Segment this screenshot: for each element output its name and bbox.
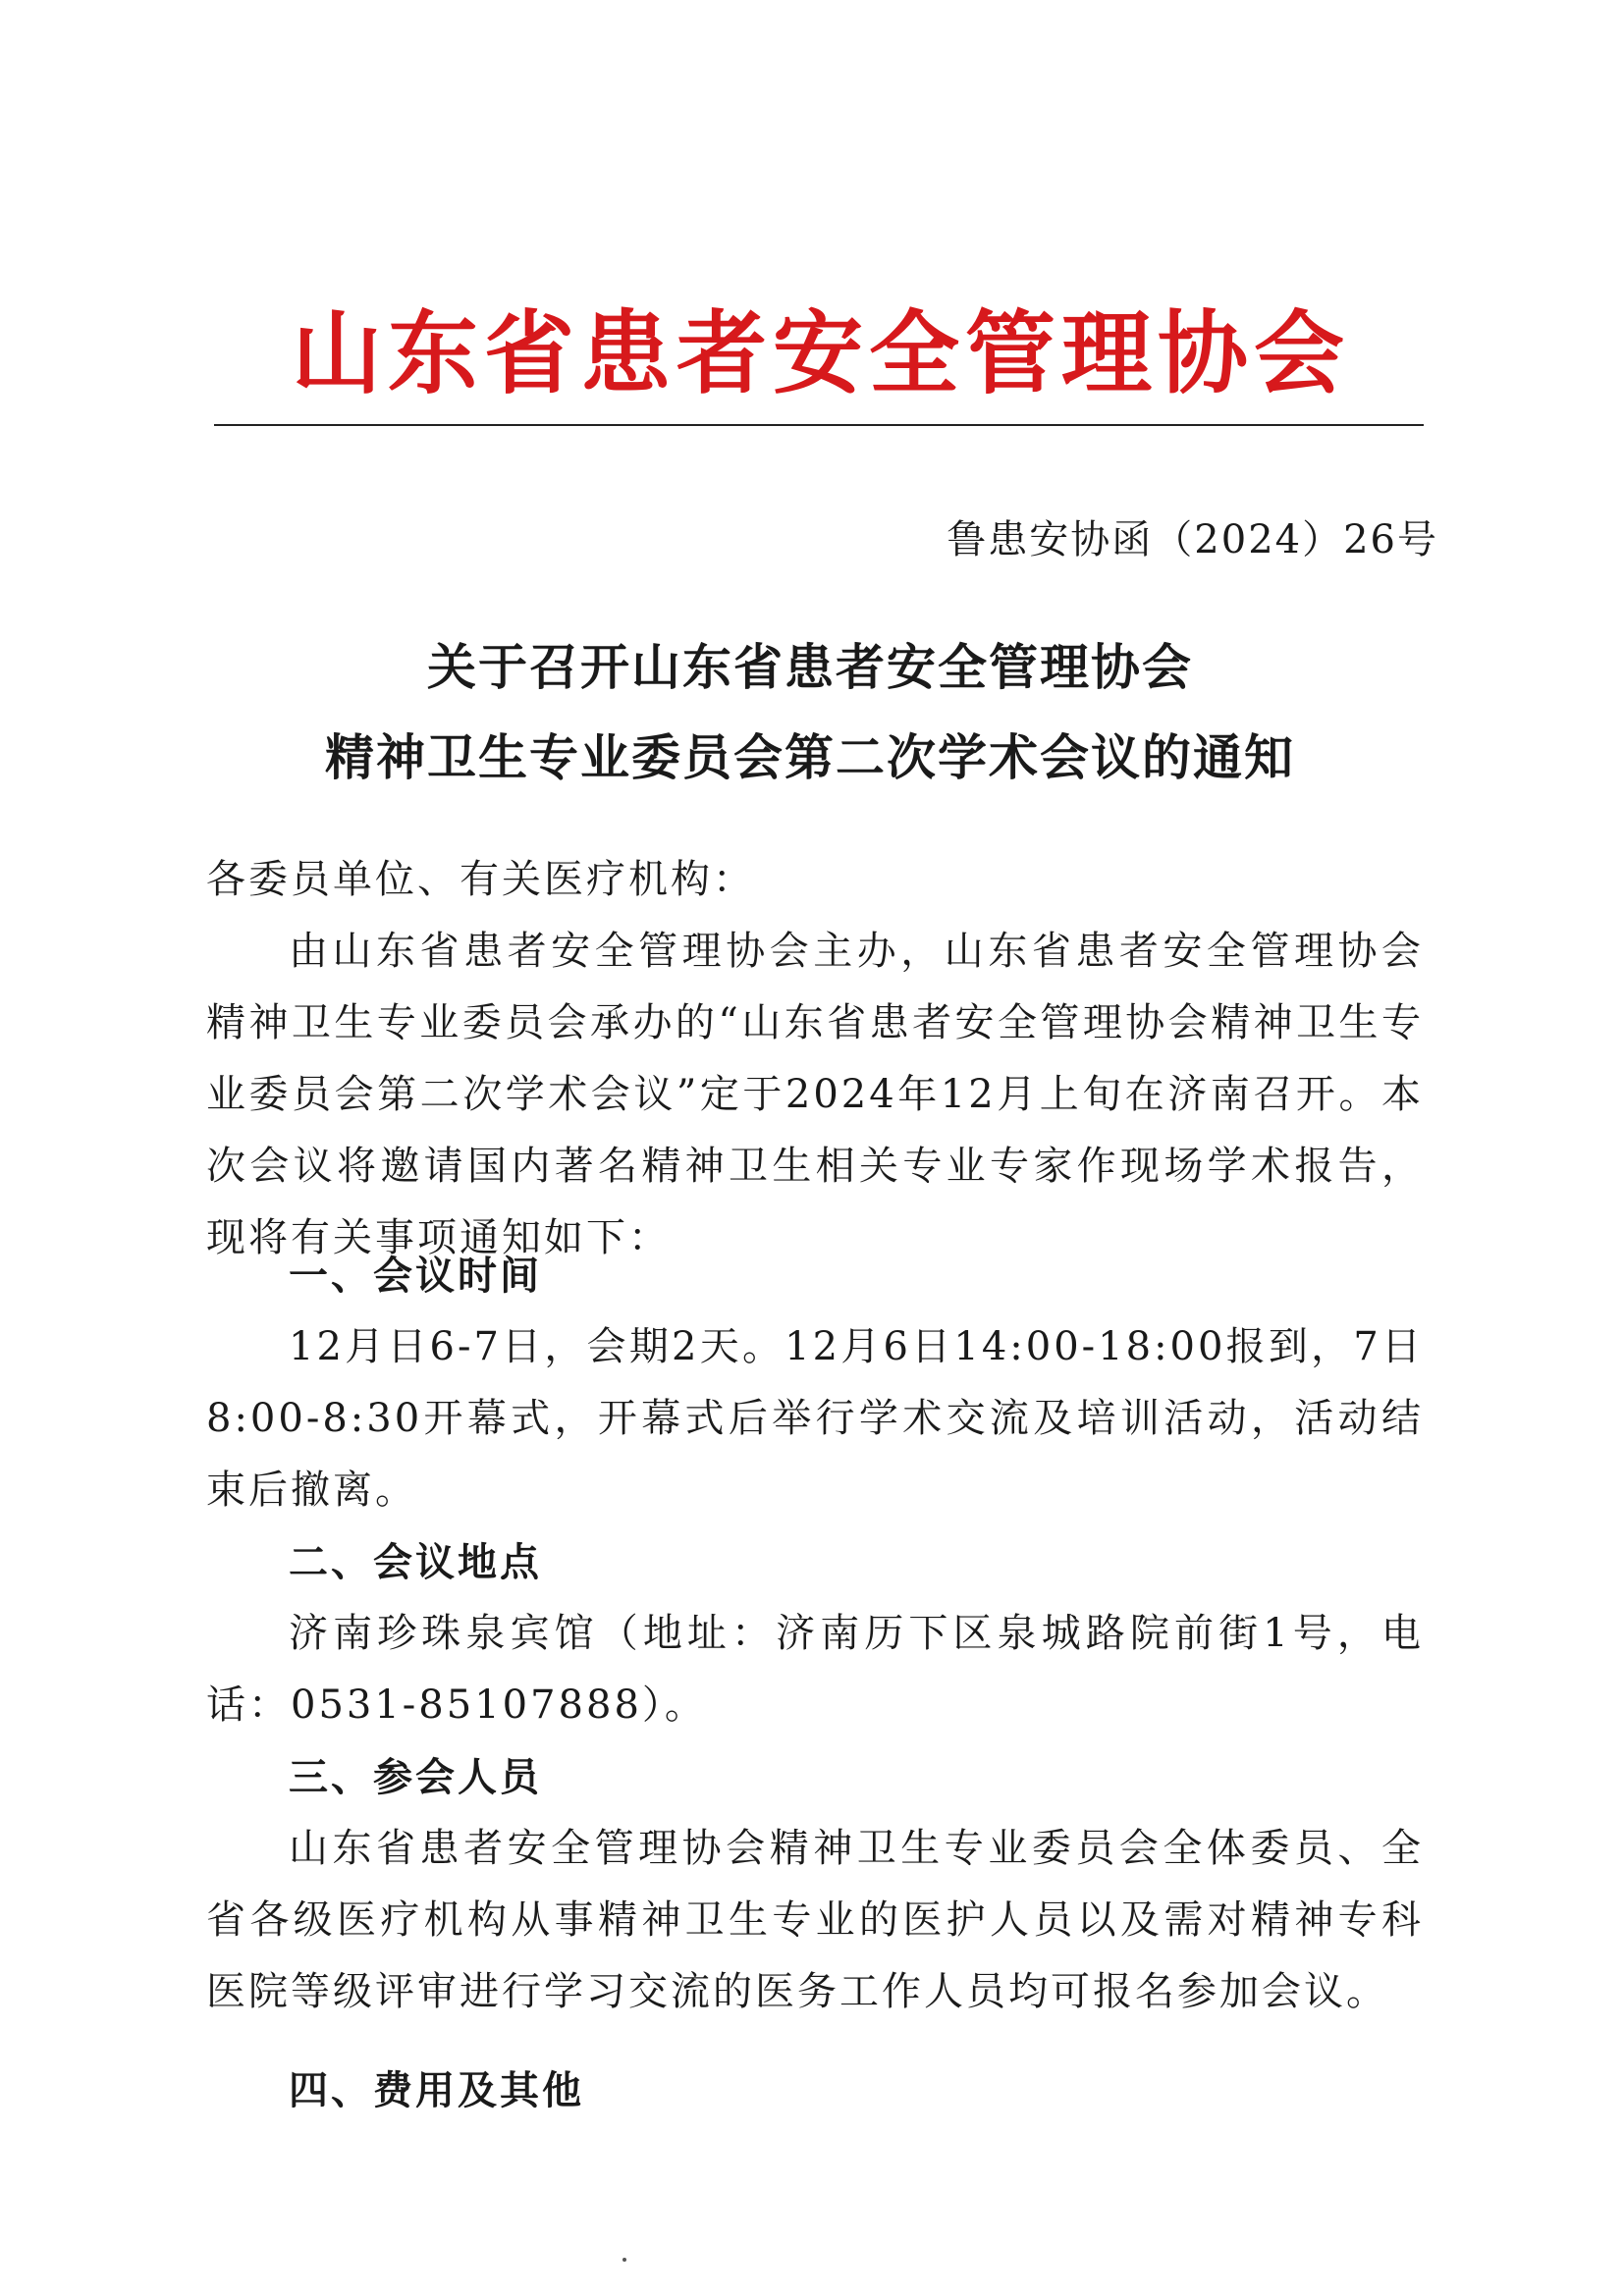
intro-paragraph: 由山东省患者安全管理协会主办，山东省患者安全管理协会精神卫生专业委员会承办的“山东省患者安全管理协会精神卫生专业委员会第二次学术会议”定于2024年12月上旬在济南召开。本次会议将邀请国内著名精神卫生相关专业专家作现场学术报告，现将有关事项通知如下： bbox=[206, 929, 1424, 1260]
title-line-2: 精神卫生专业委员会第二次学术会议的通知 bbox=[325, 729, 1295, 786]
section-heading-location: 二、会议地点 bbox=[289, 1539, 542, 1585]
section-text-time: 12月日6-7日，会期2天。12月6日14:00-18:00报到，7日8:00-8:30开幕式，开幕式后举行学术交流及培训活动，活动结束后撤离。 bbox=[206, 1324, 1424, 1513]
organization-header: 山东省患者安全管理协会 bbox=[291, 300, 1350, 406]
section-text-attendees: 山东省患者安全管理协会精神卫生专业委员会全体委员、全省各级医疗机构从事精神卫生专业的医护人员以及需对精神专科医院等级评审进行学习交流的医务工作人员均可报名参加会议。 bbox=[206, 1826, 1424, 2014]
section-heading-fees: 四、费用及其他 bbox=[289, 2067, 584, 2113]
section-heading-attendees: 三、参会人员 bbox=[289, 1754, 542, 1800]
header-divider bbox=[214, 424, 1424, 426]
scan-speck bbox=[622, 2258, 626, 2262]
document-number: 鲁患安协函（2024）26号 bbox=[947, 517, 1438, 562]
section-text-location: 济南珍珠泉宾馆（地址：济南历下区泉城路院前街1号，电话：0531-85107888）。 bbox=[206, 1611, 1424, 1728]
title-line-1: 关于召开山东省患者安全管理协会 bbox=[427, 639, 1193, 696]
section-heading-time: 一、会议时间 bbox=[289, 1253, 542, 1299]
salutation: 各委员单位、有关医疗机构： bbox=[206, 857, 755, 902]
